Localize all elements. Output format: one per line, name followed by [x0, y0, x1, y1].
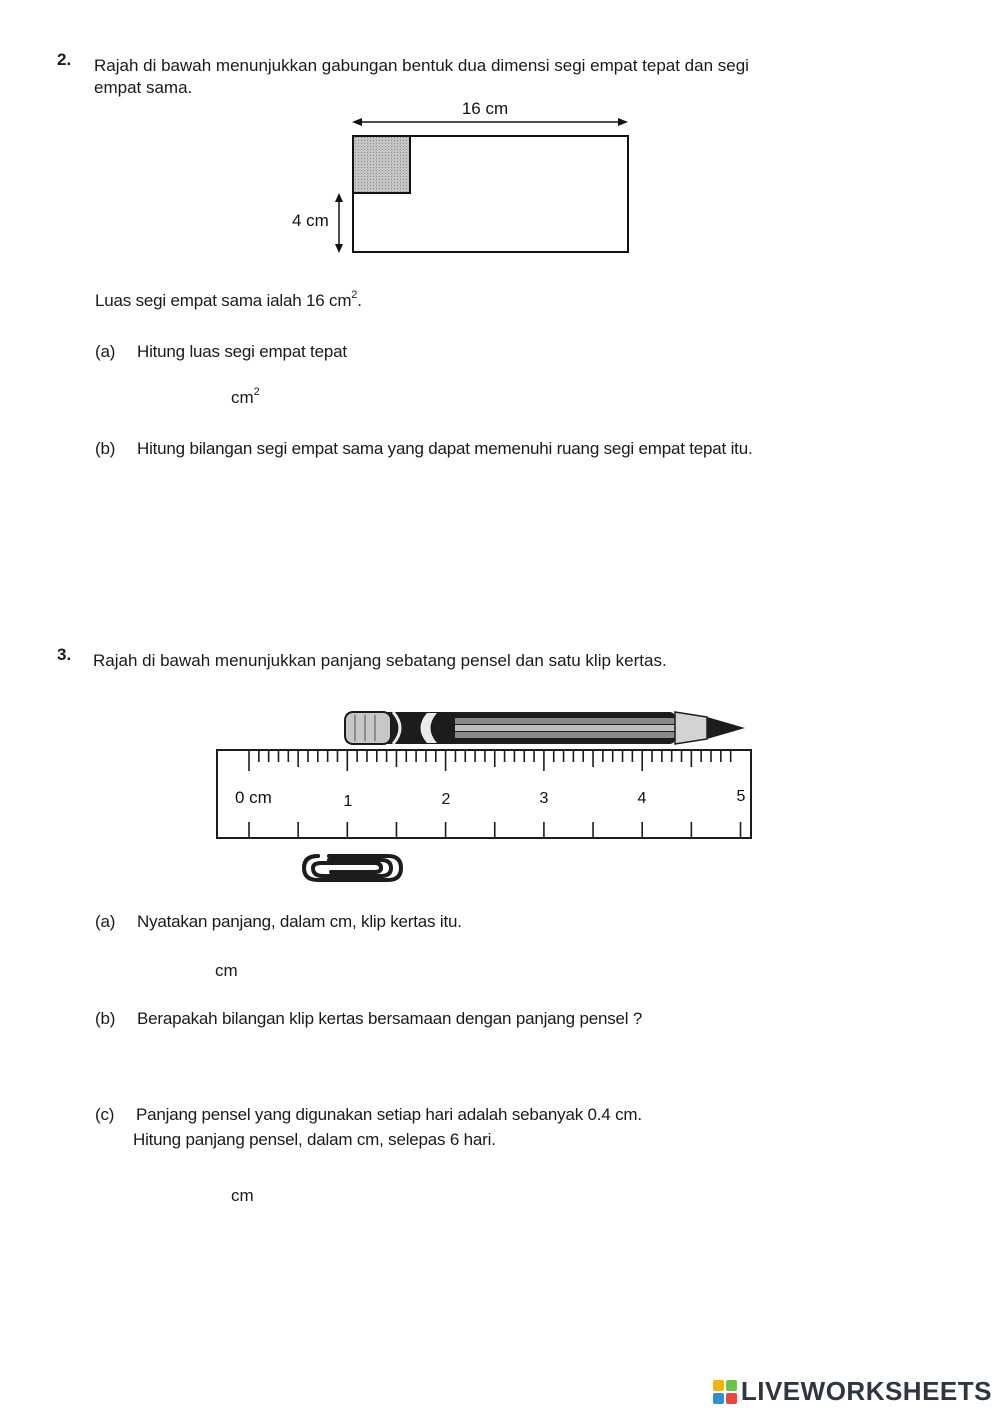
ruler-number-4: 4 — [637, 790, 647, 807]
ruler-number-5: 5 — [736, 788, 746, 805]
ruler-zero-label: 0 cm — [235, 788, 272, 807]
rectangle-square-diagram — [280, 95, 640, 260]
q2-part-a-label: (a) — [95, 342, 116, 361]
q3-part-a-text: Nyatakan panjang, dalam cm, klip kertas itu. — [137, 912, 462, 931]
pencil-ruler-clip-diagram — [205, 700, 765, 892]
question-2-intro-line1: Rajah di bawah menunjukkan gabungan bentuk dua dimensi segi empat tepat dan segi — [94, 56, 749, 75]
square-area-tail: . — [357, 291, 362, 310]
square-area-text: Luas segi empat sama ialah 16 cm — [95, 291, 352, 310]
question-2-number: 2. — [57, 50, 72, 69]
q3-part-c-answer-unit: cm — [231, 1186, 254, 1205]
width-dimension-arrow — [352, 118, 628, 126]
q2-part-b-label: (b) — [95, 439, 116, 458]
square-area-superscript: 2 — [351, 289, 358, 302]
liveworksheets-logo — [712, 1376, 992, 1407]
ruler-number-1: 1 — [343, 793, 353, 810]
question-3-number: 3. — [57, 645, 72, 664]
q2-part-a-text: Hitung luas segi empat tepat — [137, 342, 347, 361]
square-area-statement — [95, 291, 362, 311]
q2-part-a-unit-superscript: 2 — [253, 386, 260, 399]
q3-part-b-text: Berapakah bilangan klip kertas bersamaan dengan panjang pensel ? — [137, 1009, 643, 1028]
question-3-intro: Rajah di bawah menunjukkan panjang sebatang pensel dan satu klip kertas. — [93, 651, 667, 670]
liveworksheets-logo-icon — [712, 1379, 738, 1405]
height-label: 4 cm — [292, 211, 329, 230]
q3-part-c-label: (c) — [95, 1105, 115, 1124]
pencil-image — [345, 712, 745, 744]
ruler-number-2: 2 — [441, 791, 451, 808]
height-dimension-arrow — [335, 193, 343, 253]
q2-part-a-answer-unit — [231, 388, 260, 408]
question-2-intro — [94, 55, 894, 99]
shaded-square — [353, 136, 410, 193]
question-2-intro-line2: empat sama. — [94, 78, 193, 97]
q2-part-b-text: Hitung bilangan segi empat sama yang dapat memenuhi ruang segi empat tepat itu. — [137, 439, 753, 458]
paper-clip-image — [304, 856, 401, 880]
q3-part-c-line1: Panjang pensel yang digunakan setiap hari adalah sebanyak 0.4 cm. — [136, 1105, 642, 1124]
q3-part-c-line2: Hitung panjang pensel, dalam cm, selepas 6 hari. — [133, 1130, 496, 1149]
width-label: 16 cm — [461, 99, 509, 118]
q2-part-a-unit-text: cm — [231, 388, 254, 407]
liveworksheets-logo-text: LIVEWORKSHEETS — [740, 1376, 992, 1406]
q3-part-a-answer-unit: cm — [215, 961, 238, 980]
q3-part-b-label: (b) — [95, 1009, 116, 1028]
ruler-image — [217, 750, 751, 838]
ruler-number-3: 3 — [539, 790, 549, 807]
q3-part-a-label: (a) — [95, 912, 116, 931]
